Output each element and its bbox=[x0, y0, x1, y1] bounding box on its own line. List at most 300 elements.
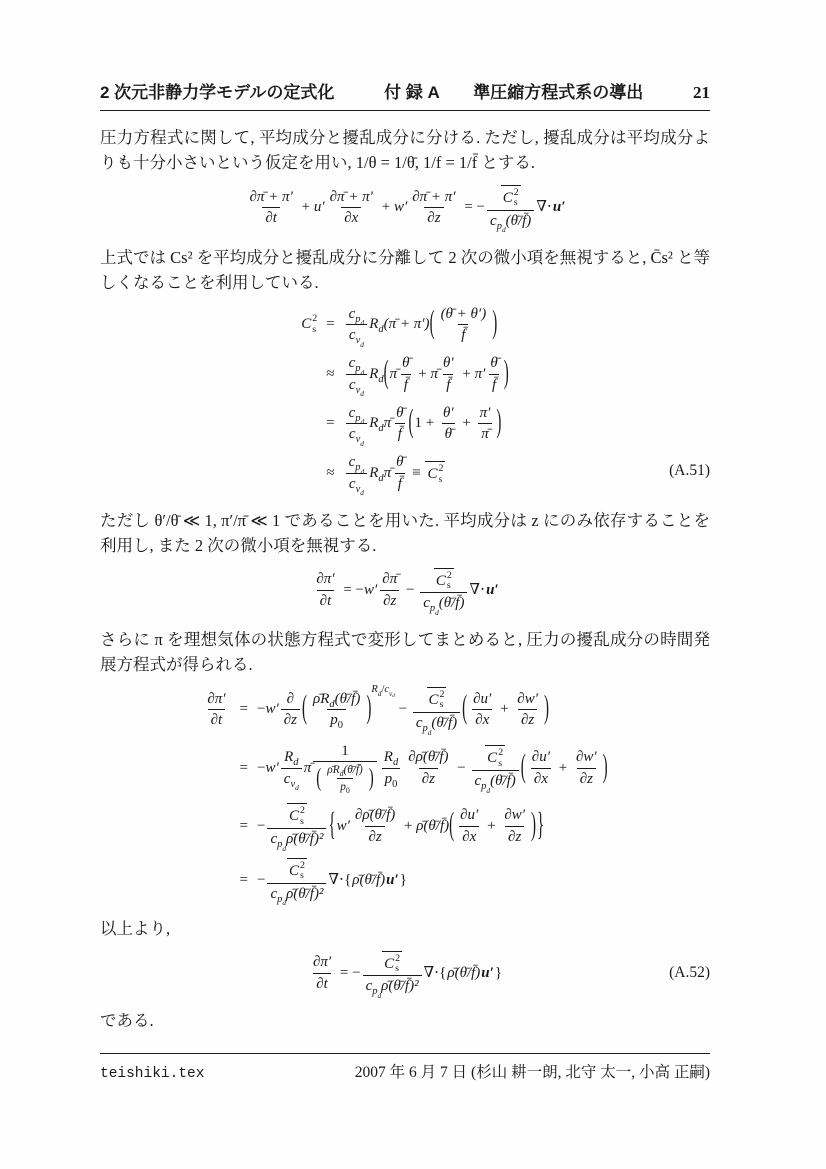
math-token bbox=[430, 568, 458, 593]
math-token: u′ bbox=[486, 581, 499, 598]
equation-pressure-full bbox=[100, 185, 710, 235]
math-token: ∂ρ̄(θ̄/f̄) bbox=[354, 806, 396, 823]
math-token: R bbox=[369, 464, 379, 481]
math-token: ∂u′ bbox=[473, 690, 492, 707]
equation-derivation-align bbox=[100, 684, 710, 908]
math-token: w′ bbox=[265, 759, 279, 776]
math-token: u′ bbox=[313, 199, 325, 216]
math-token bbox=[307, 690, 366, 731]
math-token bbox=[365, 826, 384, 847]
math-token bbox=[281, 709, 300, 730]
math-token bbox=[439, 964, 502, 983]
math-token: − bbox=[257, 872, 266, 889]
math-token bbox=[423, 687, 451, 712]
math-token bbox=[346, 404, 368, 448]
equation-number-a52: (A.52) bbox=[669, 964, 710, 982]
math-token bbox=[378, 687, 382, 700]
math-token: d bbox=[486, 785, 491, 795]
math-token: p bbox=[355, 462, 361, 474]
math-token: c bbox=[348, 475, 356, 492]
math-token: C bbox=[288, 808, 299, 825]
math-token: 2 bbox=[513, 187, 519, 198]
math-token bbox=[381, 748, 401, 768]
math-token bbox=[378, 422, 383, 435]
math-token: f̄ bbox=[461, 327, 466, 344]
math-token: c bbox=[474, 773, 482, 790]
math-token bbox=[470, 690, 494, 710]
math-token bbox=[247, 188, 296, 229]
math-token: ) bbox=[368, 764, 374, 792]
math-token bbox=[324, 763, 366, 778]
math-token: ∂x bbox=[475, 712, 490, 729]
math-token bbox=[360, 340, 364, 349]
math-token bbox=[282, 898, 286, 907]
math-token bbox=[497, 185, 525, 210]
math-token bbox=[529, 748, 553, 768]
math-token: v bbox=[355, 335, 361, 347]
math-token: c bbox=[348, 426, 356, 443]
math-token bbox=[457, 806, 481, 847]
math-token: 2 bbox=[498, 747, 504, 759]
math-token: + bbox=[496, 701, 513, 718]
math-token bbox=[346, 354, 368, 399]
math-token bbox=[413, 687, 460, 737]
math-token: 2 bbox=[300, 805, 305, 817]
equation-rhs bbox=[257, 684, 549, 737]
math-token bbox=[282, 844, 286, 853]
equation-rhs bbox=[344, 404, 502, 448]
math-token: 2 bbox=[439, 689, 445, 701]
math-token: ( bbox=[302, 691, 308, 727]
running-head-center: 付 録 A 準圧縮方程式系の導出 bbox=[384, 83, 644, 102]
math-token: ∇⋅ bbox=[469, 581, 486, 598]
math-token: R bbox=[369, 415, 379, 432]
math-token: d bbox=[378, 324, 384, 336]
math-token bbox=[352, 806, 398, 826]
math-token: w′ bbox=[363, 581, 378, 598]
math-token: f̄ bbox=[403, 376, 408, 393]
running-head bbox=[100, 78, 710, 103]
math-token: + bbox=[458, 415, 475, 432]
math-token: p bbox=[372, 986, 378, 998]
math-token bbox=[281, 768, 302, 793]
math-token bbox=[577, 768, 596, 789]
math-token: d bbox=[377, 688, 382, 698]
math-token bbox=[355, 362, 364, 375]
math-token: θ′ bbox=[443, 355, 454, 372]
equation-lhs bbox=[202, 690, 230, 731]
math-token: ∂ bbox=[286, 690, 295, 707]
math-token: d bbox=[392, 692, 395, 699]
math-token bbox=[371, 683, 395, 699]
math-token: c bbox=[490, 212, 497, 229]
math-token: ∂x bbox=[344, 210, 359, 227]
math-token bbox=[446, 964, 494, 983]
math-token: w′ bbox=[393, 199, 408, 216]
paragraph-2: 上式では Cs² を平均成分と擾乱成分に分離して 2 次の微小項を無視すると, C̄s² と等しくなることを利用している. bbox=[100, 247, 710, 292]
math-token: d bbox=[360, 488, 364, 498]
math-token bbox=[321, 763, 369, 794]
math-token bbox=[440, 690, 445, 711]
math-token: π̄ bbox=[389, 365, 398, 382]
math-token bbox=[440, 354, 457, 374]
math-token: C bbox=[288, 863, 299, 880]
math-token: p bbox=[422, 722, 428, 734]
equation-a51 bbox=[100, 305, 710, 498]
math-token bbox=[372, 985, 382, 1001]
math-token bbox=[356, 384, 364, 397]
math-token bbox=[472, 709, 492, 730]
math-token: ) bbox=[503, 355, 509, 392]
equation-rhs bbox=[344, 305, 498, 349]
math-token bbox=[502, 225, 506, 234]
math-token: } bbox=[537, 807, 545, 844]
math-token bbox=[454, 806, 531, 847]
math-token: f̄ bbox=[397, 426, 402, 443]
math-token: ∂z bbox=[579, 770, 593, 787]
math-token: π′ bbox=[479, 404, 491, 421]
math-token bbox=[310, 953, 334, 994]
math-token: π′ bbox=[474, 365, 486, 382]
math-token: (θ̄/f̄) bbox=[334, 690, 361, 707]
math-token: R bbox=[369, 365, 379, 382]
math-token bbox=[481, 745, 509, 770]
math-token: + bbox=[414, 365, 431, 382]
math-token: d bbox=[360, 466, 365, 476]
math-token bbox=[302, 690, 371, 731]
math-token: 2 bbox=[300, 860, 305, 871]
math-token bbox=[459, 826, 479, 847]
math-token: d bbox=[427, 727, 432, 737]
math-token bbox=[208, 709, 226, 730]
math-token: c bbox=[348, 404, 356, 421]
math-token bbox=[438, 305, 490, 346]
math-token: π̄ bbox=[383, 415, 392, 432]
math-token bbox=[379, 570, 400, 590]
math-token bbox=[423, 722, 432, 735]
paragraph-6: である. bbox=[100, 1011, 154, 1031]
math-token: d bbox=[329, 698, 335, 710]
equation-rhs bbox=[257, 858, 407, 908]
math-token bbox=[329, 698, 334, 711]
math-token bbox=[393, 756, 398, 769]
math-token bbox=[420, 592, 467, 618]
math-token bbox=[498, 748, 503, 769]
math-token bbox=[389, 687, 395, 700]
math-token bbox=[487, 354, 500, 374]
math-token: d bbox=[378, 373, 384, 385]
math-token bbox=[392, 778, 397, 791]
math-token bbox=[355, 412, 364, 425]
math-token: f̄ bbox=[397, 475, 402, 492]
math-token: = − bbox=[460, 199, 486, 216]
math-token: ρ̄R bbox=[313, 690, 330, 707]
math-token bbox=[420, 568, 467, 618]
math-token: ρ̄(θ̄/f̄)² bbox=[286, 831, 324, 848]
math-token: d bbox=[293, 756, 299, 768]
math-token bbox=[477, 404, 494, 445]
math-token: s bbox=[312, 323, 317, 335]
math-token: ρ̄(θ̄/f̄)² bbox=[381, 978, 419, 995]
math-token bbox=[336, 806, 537, 847]
equation-content bbox=[245, 185, 566, 235]
math-token bbox=[341, 207, 361, 228]
math-token: 2 bbox=[395, 952, 401, 964]
math-token: π̄ bbox=[481, 426, 489, 443]
math-token bbox=[361, 368, 365, 377]
math-token: π̄ bbox=[430, 365, 438, 382]
math-token: u′ bbox=[481, 964, 494, 981]
math-token bbox=[501, 185, 521, 209]
math-token: p bbox=[355, 313, 361, 325]
running-head-left: 2 次元非静力学モデルの定式化 bbox=[100, 83, 335, 102]
math-token bbox=[352, 806, 398, 847]
math-token: c bbox=[270, 831, 278, 848]
math-token: − bbox=[402, 581, 419, 598]
math-token bbox=[531, 768, 551, 789]
math-token bbox=[458, 324, 468, 345]
math-token: ( bbox=[520, 749, 526, 785]
math-token bbox=[363, 975, 422, 1001]
math-token bbox=[283, 858, 311, 883]
footer-line bbox=[100, 1060, 710, 1082]
math-token: c bbox=[283, 770, 291, 787]
math-token: d bbox=[282, 843, 287, 853]
math-token: (θ̄/f̄) bbox=[490, 773, 516, 790]
math-token: ∂z bbox=[427, 210, 441, 227]
math-token: c bbox=[348, 305, 356, 322]
math-token: d bbox=[501, 225, 506, 235]
math-token: d bbox=[339, 769, 344, 779]
math-token bbox=[338, 742, 352, 762]
math-token: ∂x bbox=[462, 828, 477, 845]
math-token: 0 bbox=[345, 786, 350, 796]
math-token: C bbox=[384, 955, 395, 972]
math-token: d bbox=[360, 389, 364, 399]
math-token bbox=[487, 210, 534, 235]
math-token bbox=[395, 473, 405, 494]
math-token: s bbox=[300, 870, 304, 882]
math-token: ∇⋅ bbox=[328, 872, 345, 889]
math-token bbox=[312, 314, 317, 335]
math-token: 2 bbox=[446, 569, 452, 581]
equation-rhs bbox=[257, 742, 608, 795]
math-token: d bbox=[360, 339, 364, 349]
math-token: s bbox=[446, 579, 451, 591]
math-token: p bbox=[277, 893, 283, 905]
math-token: ρ̄(θ̄/f̄) bbox=[416, 817, 450, 834]
math-token bbox=[327, 709, 346, 730]
math-token: ( bbox=[429, 306, 435, 342]
math-token: ∂z bbox=[283, 712, 298, 729]
math-token: c bbox=[348, 454, 356, 471]
math-token bbox=[300, 806, 305, 827]
math-token bbox=[425, 461, 445, 485]
math-token: d bbox=[435, 608, 439, 618]
math-token: R bbox=[371, 684, 378, 696]
math-token bbox=[361, 318, 365, 327]
math-token bbox=[462, 690, 549, 731]
math-token bbox=[346, 305, 368, 328]
math-token bbox=[393, 453, 406, 473]
math-token: ∂w′ bbox=[575, 748, 597, 765]
math-token: ∂z bbox=[508, 828, 522, 845]
math-token: C bbox=[301, 316, 312, 333]
equation-relation: = bbox=[239, 759, 248, 776]
math-token: c bbox=[348, 327, 356, 344]
equation-a51-align bbox=[100, 305, 710, 498]
math-token bbox=[327, 188, 376, 208]
math-token bbox=[363, 951, 422, 1001]
math-token: ρ̄(θ̄/f̄) bbox=[447, 964, 481, 981]
math-token bbox=[360, 439, 364, 448]
math-token bbox=[328, 806, 544, 847]
math-token bbox=[317, 590, 335, 611]
math-token: (θ̄/f̄) bbox=[505, 212, 532, 229]
math-token bbox=[405, 748, 451, 768]
math-token: d bbox=[360, 318, 365, 328]
math-token: v bbox=[355, 434, 361, 446]
math-token: ∂z bbox=[383, 592, 397, 609]
equation-rhs bbox=[344, 453, 447, 498]
math-token bbox=[313, 570, 337, 611]
math-token: ρ̄R bbox=[327, 764, 340, 777]
math-token: (θ̄ + θ′) bbox=[440, 305, 487, 322]
math-token bbox=[470, 690, 494, 731]
math-token bbox=[514, 690, 541, 710]
math-token bbox=[360, 389, 364, 398]
math-token: θ̄ bbox=[402, 355, 410, 372]
math-token: s bbox=[498, 757, 503, 769]
math-token bbox=[489, 374, 499, 395]
header-rule bbox=[100, 110, 710, 111]
math-token: (θ̄/f̄) bbox=[343, 764, 363, 777]
equation-rhs bbox=[257, 803, 545, 853]
math-token: (θ̄/f̄) bbox=[438, 595, 465, 612]
math-token: − bbox=[394, 701, 411, 718]
math-token: c bbox=[270, 885, 278, 902]
math-token bbox=[514, 188, 519, 209]
math-token: p bbox=[277, 839, 283, 851]
math-token bbox=[424, 207, 443, 228]
math-token bbox=[313, 973, 331, 994]
math-token: f̄ bbox=[492, 376, 497, 393]
math-token bbox=[440, 354, 457, 395]
math-token: ∇⋅ bbox=[423, 964, 440, 981]
math-token bbox=[346, 786, 350, 796]
math-token: ∂π′ bbox=[316, 571, 335, 588]
math-token bbox=[393, 404, 406, 445]
math-token: ∂z bbox=[368, 828, 382, 845]
math-token bbox=[486, 786, 490, 795]
math-token bbox=[435, 305, 493, 346]
math-token: p bbox=[330, 712, 338, 729]
math-token: w′ bbox=[336, 817, 350, 834]
math-token bbox=[573, 748, 600, 768]
math-token: ∂t bbox=[210, 712, 223, 729]
math-token: ∂t bbox=[316, 975, 328, 992]
math-token bbox=[477, 404, 494, 424]
math-token bbox=[399, 354, 412, 374]
math-token: d bbox=[295, 783, 299, 793]
math-token bbox=[381, 748, 401, 789]
math-token: d bbox=[378, 423, 384, 435]
math-token: p bbox=[355, 363, 361, 375]
math-token bbox=[526, 748, 603, 789]
math-token bbox=[393, 453, 406, 494]
math-token: θ̄ bbox=[490, 355, 498, 372]
math-token: θ̄ bbox=[396, 404, 404, 421]
math-token bbox=[313, 570, 337, 590]
math-token: ) bbox=[544, 691, 549, 727]
math-token: R bbox=[369, 316, 379, 333]
math-token: 1 bbox=[341, 742, 349, 759]
math-token bbox=[267, 828, 326, 853]
math-token: = − bbox=[339, 581, 364, 598]
math-token: c bbox=[384, 684, 390, 696]
math-token: ( bbox=[462, 691, 468, 727]
math-token bbox=[267, 803, 326, 853]
math-token: v bbox=[290, 778, 296, 790]
math-token: C bbox=[427, 466, 438, 483]
equation-lhs bbox=[301, 314, 317, 335]
math-token: ( bbox=[383, 355, 389, 392]
math-token: 2 bbox=[312, 313, 318, 325]
math-token bbox=[409, 188, 458, 229]
math-token bbox=[283, 803, 311, 828]
math-token: 1 + bbox=[414, 415, 438, 432]
math-token: + bbox=[483, 817, 500, 834]
math-token: c bbox=[365, 978, 373, 995]
math-token: / bbox=[381, 684, 385, 696]
math-token: p bbox=[496, 220, 502, 232]
math-token: ( bbox=[408, 405, 414, 441]
page-number: 21 bbox=[692, 83, 710, 102]
math-token: u′ bbox=[552, 199, 566, 216]
math-token: 0 bbox=[392, 778, 398, 790]
math-token: v bbox=[355, 483, 361, 495]
math-token bbox=[300, 861, 305, 882]
math-token bbox=[573, 748, 600, 789]
math-token bbox=[344, 871, 407, 890]
math-token bbox=[346, 305, 368, 349]
math-token: v bbox=[355, 384, 361, 396]
math-token bbox=[337, 778, 353, 794]
math-token bbox=[449, 806, 536, 847]
math-token: ) bbox=[602, 749, 608, 785]
math-token bbox=[419, 768, 438, 789]
math-token: c bbox=[348, 376, 356, 393]
math-token bbox=[277, 893, 286, 906]
math-token bbox=[338, 719, 343, 732]
math-token bbox=[481, 780, 490, 793]
math-token: ) bbox=[366, 691, 372, 727]
math-token: + bbox=[458, 365, 475, 382]
math-token bbox=[267, 883, 326, 908]
math-token bbox=[281, 748, 302, 793]
math-token: − bbox=[257, 701, 266, 718]
math-token: u′ bbox=[386, 872, 399, 889]
math-token: { bbox=[439, 964, 447, 981]
math-token bbox=[501, 806, 528, 826]
equation-derivation bbox=[100, 684, 710, 908]
equation-relation: = bbox=[326, 415, 335, 432]
math-token bbox=[346, 453, 368, 476]
math-token bbox=[440, 404, 457, 445]
math-token bbox=[457, 806, 481, 826]
math-token: + bbox=[377, 199, 394, 216]
math-token: θ′ bbox=[442, 404, 454, 421]
